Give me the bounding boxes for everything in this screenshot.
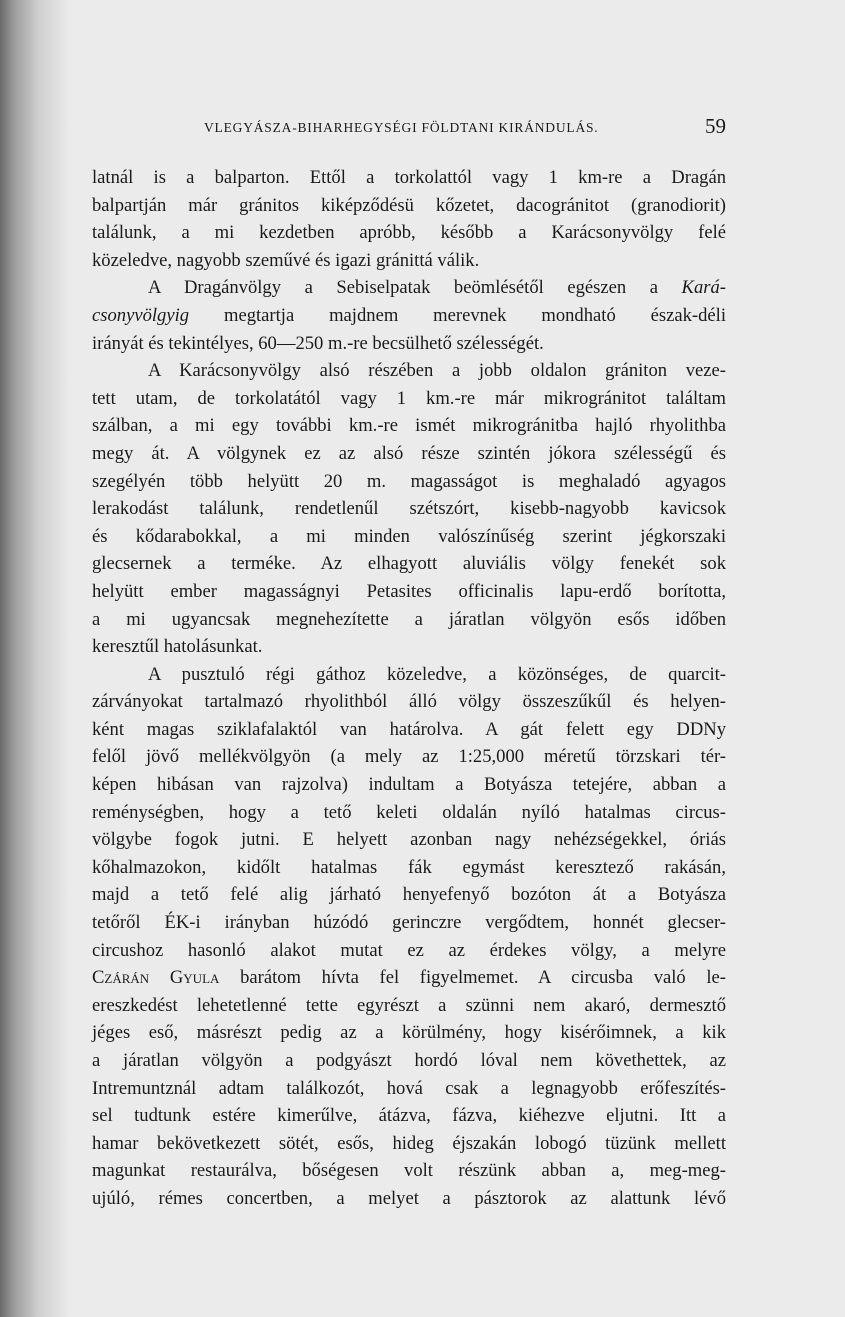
paragraph-3 xyxy=(92,357,726,661)
text-line: keresztűl hatolásunkat. xyxy=(92,636,263,658)
paragraph-1 xyxy=(92,164,726,274)
body-text xyxy=(92,164,726,1213)
text-line: balpartján már gránitos kiképződésü kőzetet, dacogránitot (granodiorit) xyxy=(92,194,726,216)
text-line: képen hibásan van rajzolva) indultam a Botyásza tetejére, abban a xyxy=(92,774,726,796)
text-line xyxy=(92,302,726,330)
text-line xyxy=(92,274,726,302)
text-line: kőhalmazokon, kidőlt hatalmas fák egymást keresztező rakásán, xyxy=(92,856,726,878)
text-line: glecsernek a terméke. Az elhagyott aluviális völgy fenekét sok xyxy=(92,553,726,575)
text-line: felől jövő mellékvölgyön (a mely az 1:25,000 méretű törzskari tér- xyxy=(92,746,726,768)
text-line: és kődarabokkal, a mi minden valószínűség szerint jégkorszaki xyxy=(92,525,726,547)
text-segment: barátom hívta fel figyelmemet. A circusba való le- xyxy=(240,967,726,989)
text-line: zárványokat tartalmazó rhyolithból álló völgy összeszűkűl és helyen- xyxy=(92,691,726,713)
text-line xyxy=(92,964,726,992)
text-line: szálban, a mi egy további km.-re ismét mikrogránitba hajló rhyolithba xyxy=(92,415,726,437)
italic-term: Kará- xyxy=(681,277,726,299)
text-line: szegélyén több helyütt 20 m. magasságot is meghaladó agyagos xyxy=(92,470,726,492)
text-line: A pusztuló régi gáthoz közeledve, a közönséges, de quarcit- xyxy=(148,663,726,685)
text-line: lerakodást találunk, rendetlenűl szétszórt, kisebb-nagyobb kavicsok xyxy=(92,498,726,520)
text-line: ként magas sziklafalaktól van határolva. A gát felett egy DDNy xyxy=(92,718,726,740)
text-line: latnál is a balparton. Ettől a torkolattól vagy 1 km-re a Dragán xyxy=(92,167,726,188)
paragraph-2 xyxy=(92,274,726,357)
text-line: A Karácsonyvölgy alsó részében a jobb oldalon gránitоn veze- xyxy=(148,360,726,382)
text-line: a mi ugyancsak megnehezítette a járatlan völgyön esős időben xyxy=(92,608,726,630)
text-line: völgybe fogok jutni. E helyett azonban nagy nehézségekkel, óriás xyxy=(92,829,726,851)
text-line: hamar bekövetkezett sötét, esős, hideg éjszakán lobogó tüzünk mellett xyxy=(92,1132,726,1154)
paragraph-4 xyxy=(92,661,726,1213)
scan-edge-shadow xyxy=(0,0,70,1317)
text-line: circushoz hasonló alakot mutat ez az érdekes völgy, a melyre xyxy=(92,939,726,961)
text-line: tetőről ÉK-i irányban húzódó gerinczre vergődtem, honnét glecser- xyxy=(92,912,726,934)
text-line: találunk, a mi kezdetben apróbb, később a Karácsonyvölgy felé xyxy=(92,222,726,244)
text-line: jéges eső, másrészt pedig az a körülmény, hogy kisérőimnek, a kik xyxy=(92,1022,726,1044)
book-page xyxy=(92,112,726,1213)
text-line: tett utam, de torkolatától vagy 1 km.-re már mikrogránitot találtam xyxy=(92,387,726,409)
italic-term: csonyvölgyig xyxy=(92,304,190,326)
text-line: helyütt ember magasságnyi Petasites officinalis lapu-erdő borította, xyxy=(92,580,726,602)
person-name: Czárán xyxy=(92,967,150,989)
running-head xyxy=(92,112,726,140)
text-line: majd a tető felé alig járható henyefenyő bozóton át a Botyásza xyxy=(92,884,726,906)
text-line: megy át. A völgynek ez az alsó része szintén jókora szélességű és xyxy=(92,442,726,464)
text-line: magunkat restaurálva, bőségesen volt részünk abban a, meg-meg- xyxy=(92,1160,726,1182)
text-line: ujúló, rémes concertben, a melyet a pásztorok az alattunk lévő xyxy=(92,1187,726,1209)
text-line: a járatlan völgyön a podgyászt hordó lóval nem követhettek, az xyxy=(92,1050,726,1071)
page-number: 59 xyxy=(705,114,726,138)
running-head-title: VLEGYÁSZA-BIHARHEGYSÉGI FÖLDTANI KIRÁNDULÁS. xyxy=(204,120,599,135)
text-line: irányát és tekintélyes, 60—250 m.-re becsülhető szélességét. xyxy=(92,332,544,354)
text-line: sel tudtunk estére kimerűlve, átázva, fázva, kiéhezve eljutni. Itt a xyxy=(92,1105,726,1127)
text-line: ereszkedést lehetetlenné tette egyrészt a szünni nem akaró, dermesztő xyxy=(92,994,726,1016)
person-name: Gyula xyxy=(169,967,220,989)
text-line: közeledve, nagyobb szeművé és igazi gránittá válik. xyxy=(92,249,480,271)
text-segment: megtartja majdnem merevnek mondható észak-déli xyxy=(223,304,726,326)
text-line: Intremuntznál adtam találkozót, hová csak a legnagyobb erőfeszítés- xyxy=(92,1077,726,1099)
text-segment: A Dragánvölgy a Sebiselpatak beömlésétől egészen a xyxy=(148,277,658,299)
text-line: reménységben, hogy a tető keleti oldalán nyíló hatalmas circus- xyxy=(92,801,726,823)
